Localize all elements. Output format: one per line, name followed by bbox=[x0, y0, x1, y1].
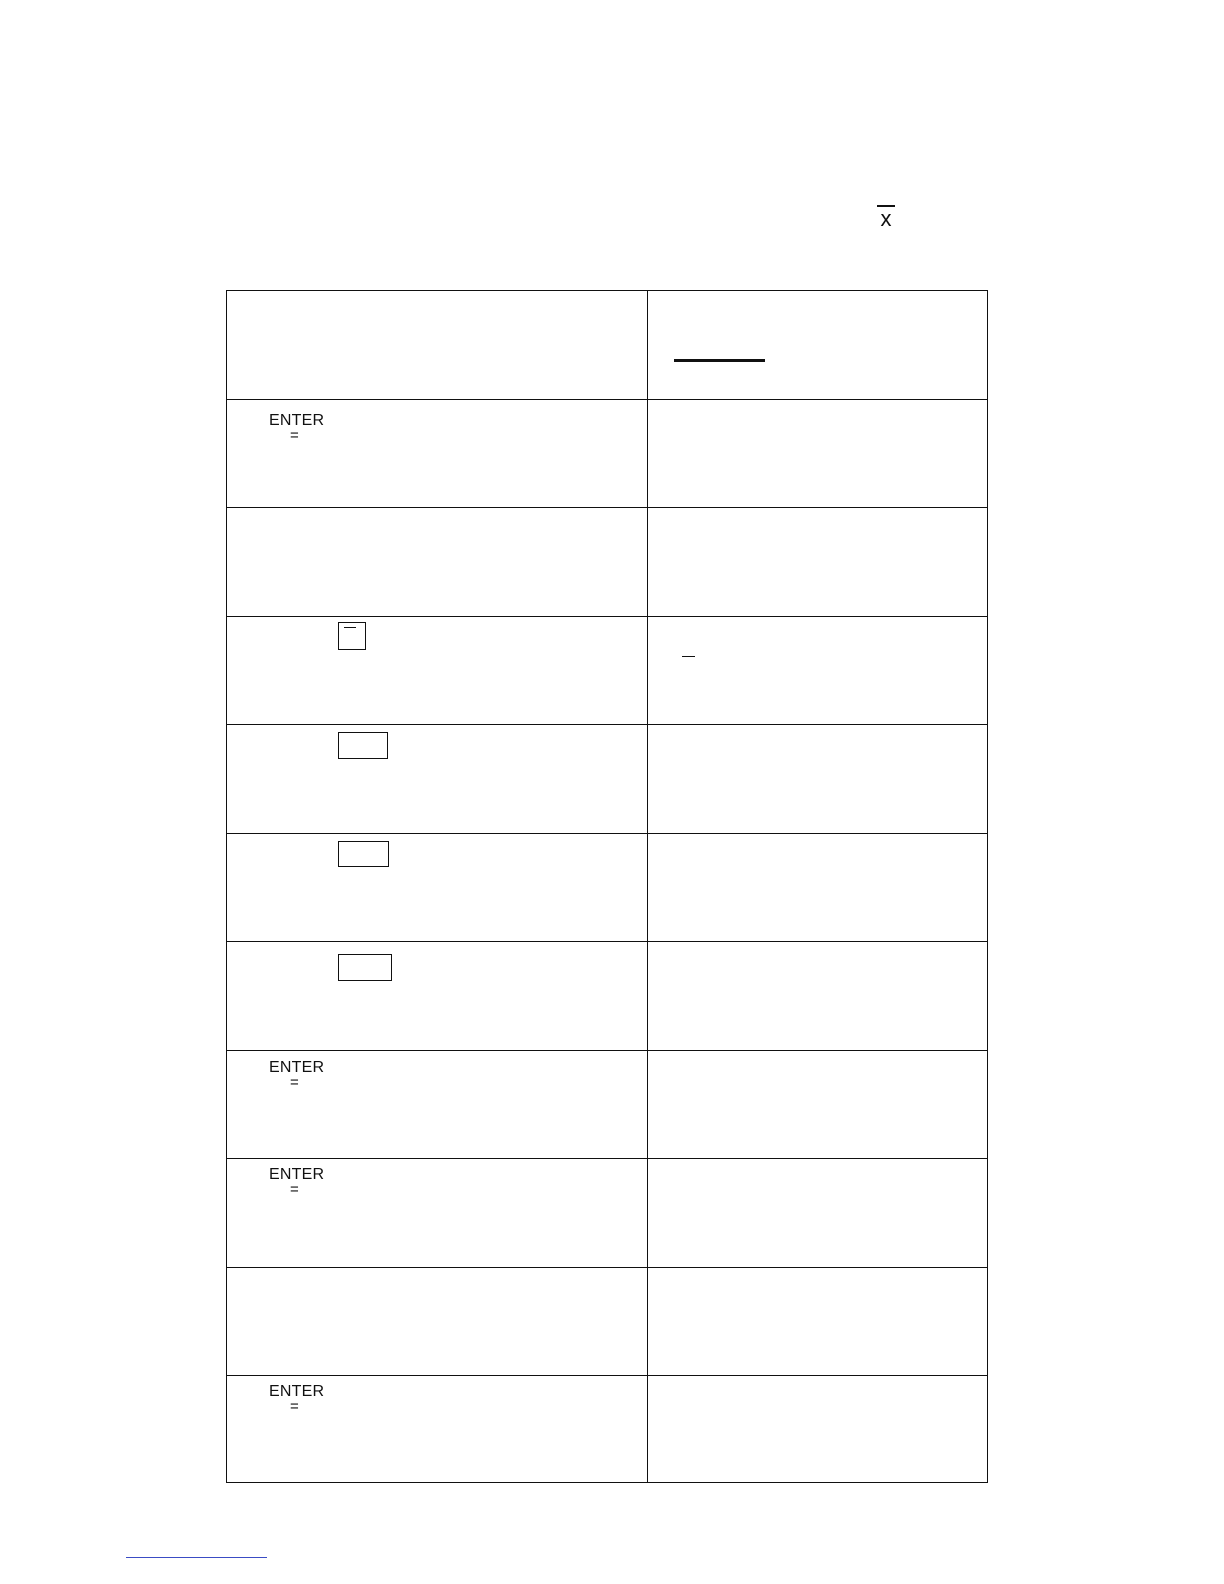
row-separator bbox=[227, 507, 987, 508]
enter-key-label: ENTER bbox=[269, 1059, 325, 1076]
enter-key-label: ENTER bbox=[269, 412, 325, 429]
key-box bbox=[338, 732, 388, 759]
enter-key-label: ENTER bbox=[269, 1383, 325, 1400]
row-separator bbox=[227, 941, 987, 942]
enter-key-glyph bbox=[269, 412, 329, 442]
enter-key-equals: = bbox=[290, 1398, 299, 1415]
row-separator bbox=[227, 724, 987, 725]
enter-key-glyph bbox=[269, 1166, 329, 1196]
row-separator bbox=[227, 833, 987, 834]
enter-key-equals: = bbox=[290, 427, 299, 444]
row-separator bbox=[227, 1158, 987, 1159]
key-box-bar bbox=[338, 622, 366, 650]
keystroke-table bbox=[226, 290, 988, 1483]
row-separator bbox=[227, 1050, 987, 1051]
display-header-underline bbox=[674, 359, 765, 362]
x-letter: x bbox=[880, 206, 892, 231]
enter-key-equals: = bbox=[290, 1074, 299, 1091]
row-separator bbox=[227, 1267, 987, 1268]
enter-key-glyph bbox=[269, 1059, 329, 1089]
column-divider bbox=[647, 291, 648, 1482]
x-bar-symbol bbox=[876, 203, 896, 229]
enter-key-label: ENTER bbox=[269, 1166, 325, 1183]
key-box bbox=[338, 841, 389, 867]
row-separator bbox=[227, 399, 987, 400]
key-box bbox=[338, 954, 392, 981]
display-dash bbox=[682, 656, 695, 657]
enter-key-glyph bbox=[269, 1383, 329, 1413]
bar-mark bbox=[344, 627, 356, 628]
enter-key-equals: = bbox=[290, 1181, 299, 1198]
footnote-rule bbox=[126, 1557, 267, 1558]
row-separator bbox=[227, 1375, 987, 1376]
row-separator bbox=[227, 616, 987, 617]
